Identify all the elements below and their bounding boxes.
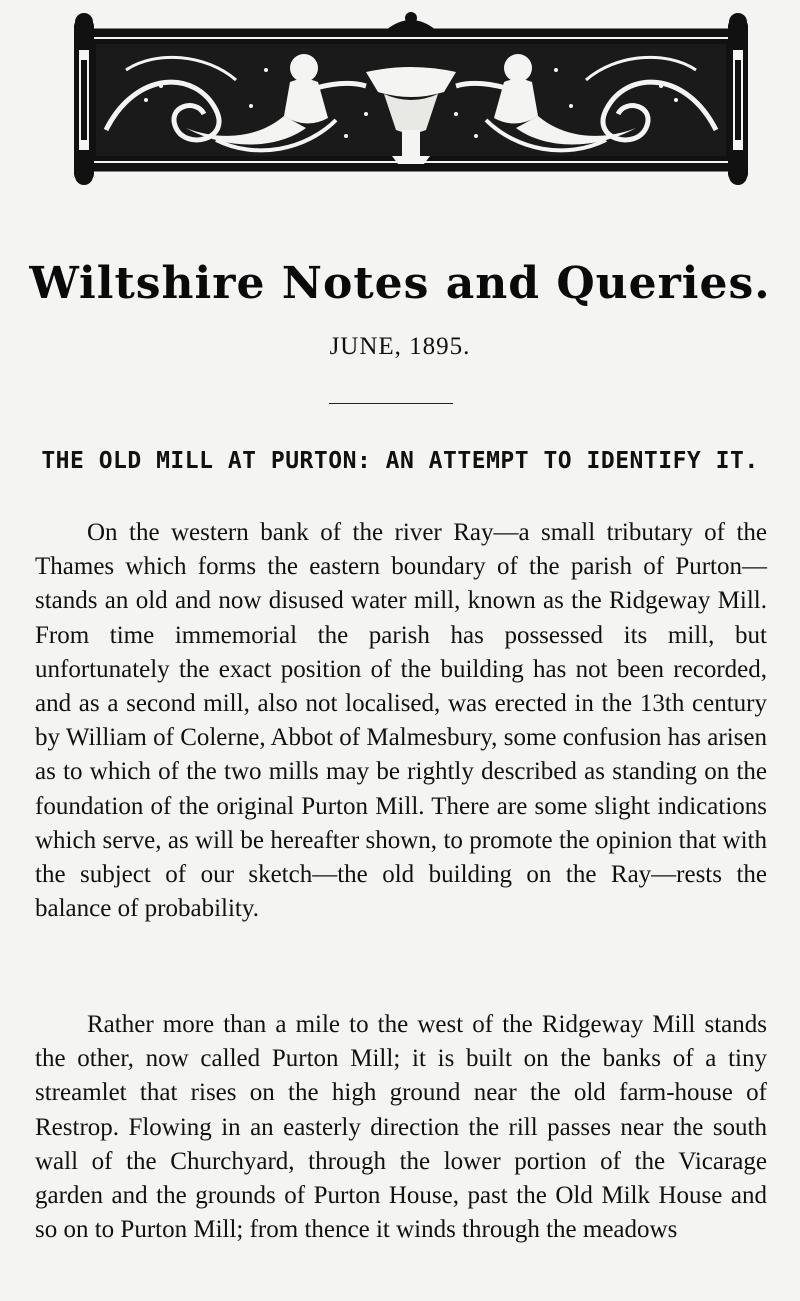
ornamental-headpiece (66, 10, 756, 188)
issue-date: JUNE, 1895. (329, 333, 471, 360)
paragraph-2: Rather more than a mile to the west of the Ridgeway Mill stands the other, now called Purton Mill; it is built on the banks of a tiny streamlet that rises on the high ground near the old farm-house of Restrop. Flowing in an easterly direction the rill passes near the south wall of the Churchyard, through the lower portion of the Vicarage garden and the grounds of Purton House, past the Old Milk House and so on to Purton Mill; from thence it winds through the meadows (35, 1011, 767, 1244)
divider-rule (329, 403, 453, 404)
journal-title: Wiltshire Notes and Queries. (29, 258, 771, 309)
article-title: THE OLD MILL AT PURTON: AN ATTEMPT TO IDENTIFY IT. (41, 448, 759, 474)
paragraph-1: On the western bank of the river Ray—a small tributary of the Thames which forms the eastern boundary of the parish of Purton—stands an old and now disused water mill, known as the Ridgeway Mill. From time immemorial the parish has possessed its mill, but unfortunately the exact position of the building has not been recorded, and as a second mill, also not localised, was erected in the 13th century by William of Colerne, Abbot of Malmesbury, some confusion has arisen as to which of the two mills may be rightly described as standing on the foundation of the original Purton Mill. There are some slight indications which serve, as will be hereafter shown, to promote the opinion that with the subject of our sketch—the old building on the Ray—rests the balance of probability. (35, 519, 767, 923)
